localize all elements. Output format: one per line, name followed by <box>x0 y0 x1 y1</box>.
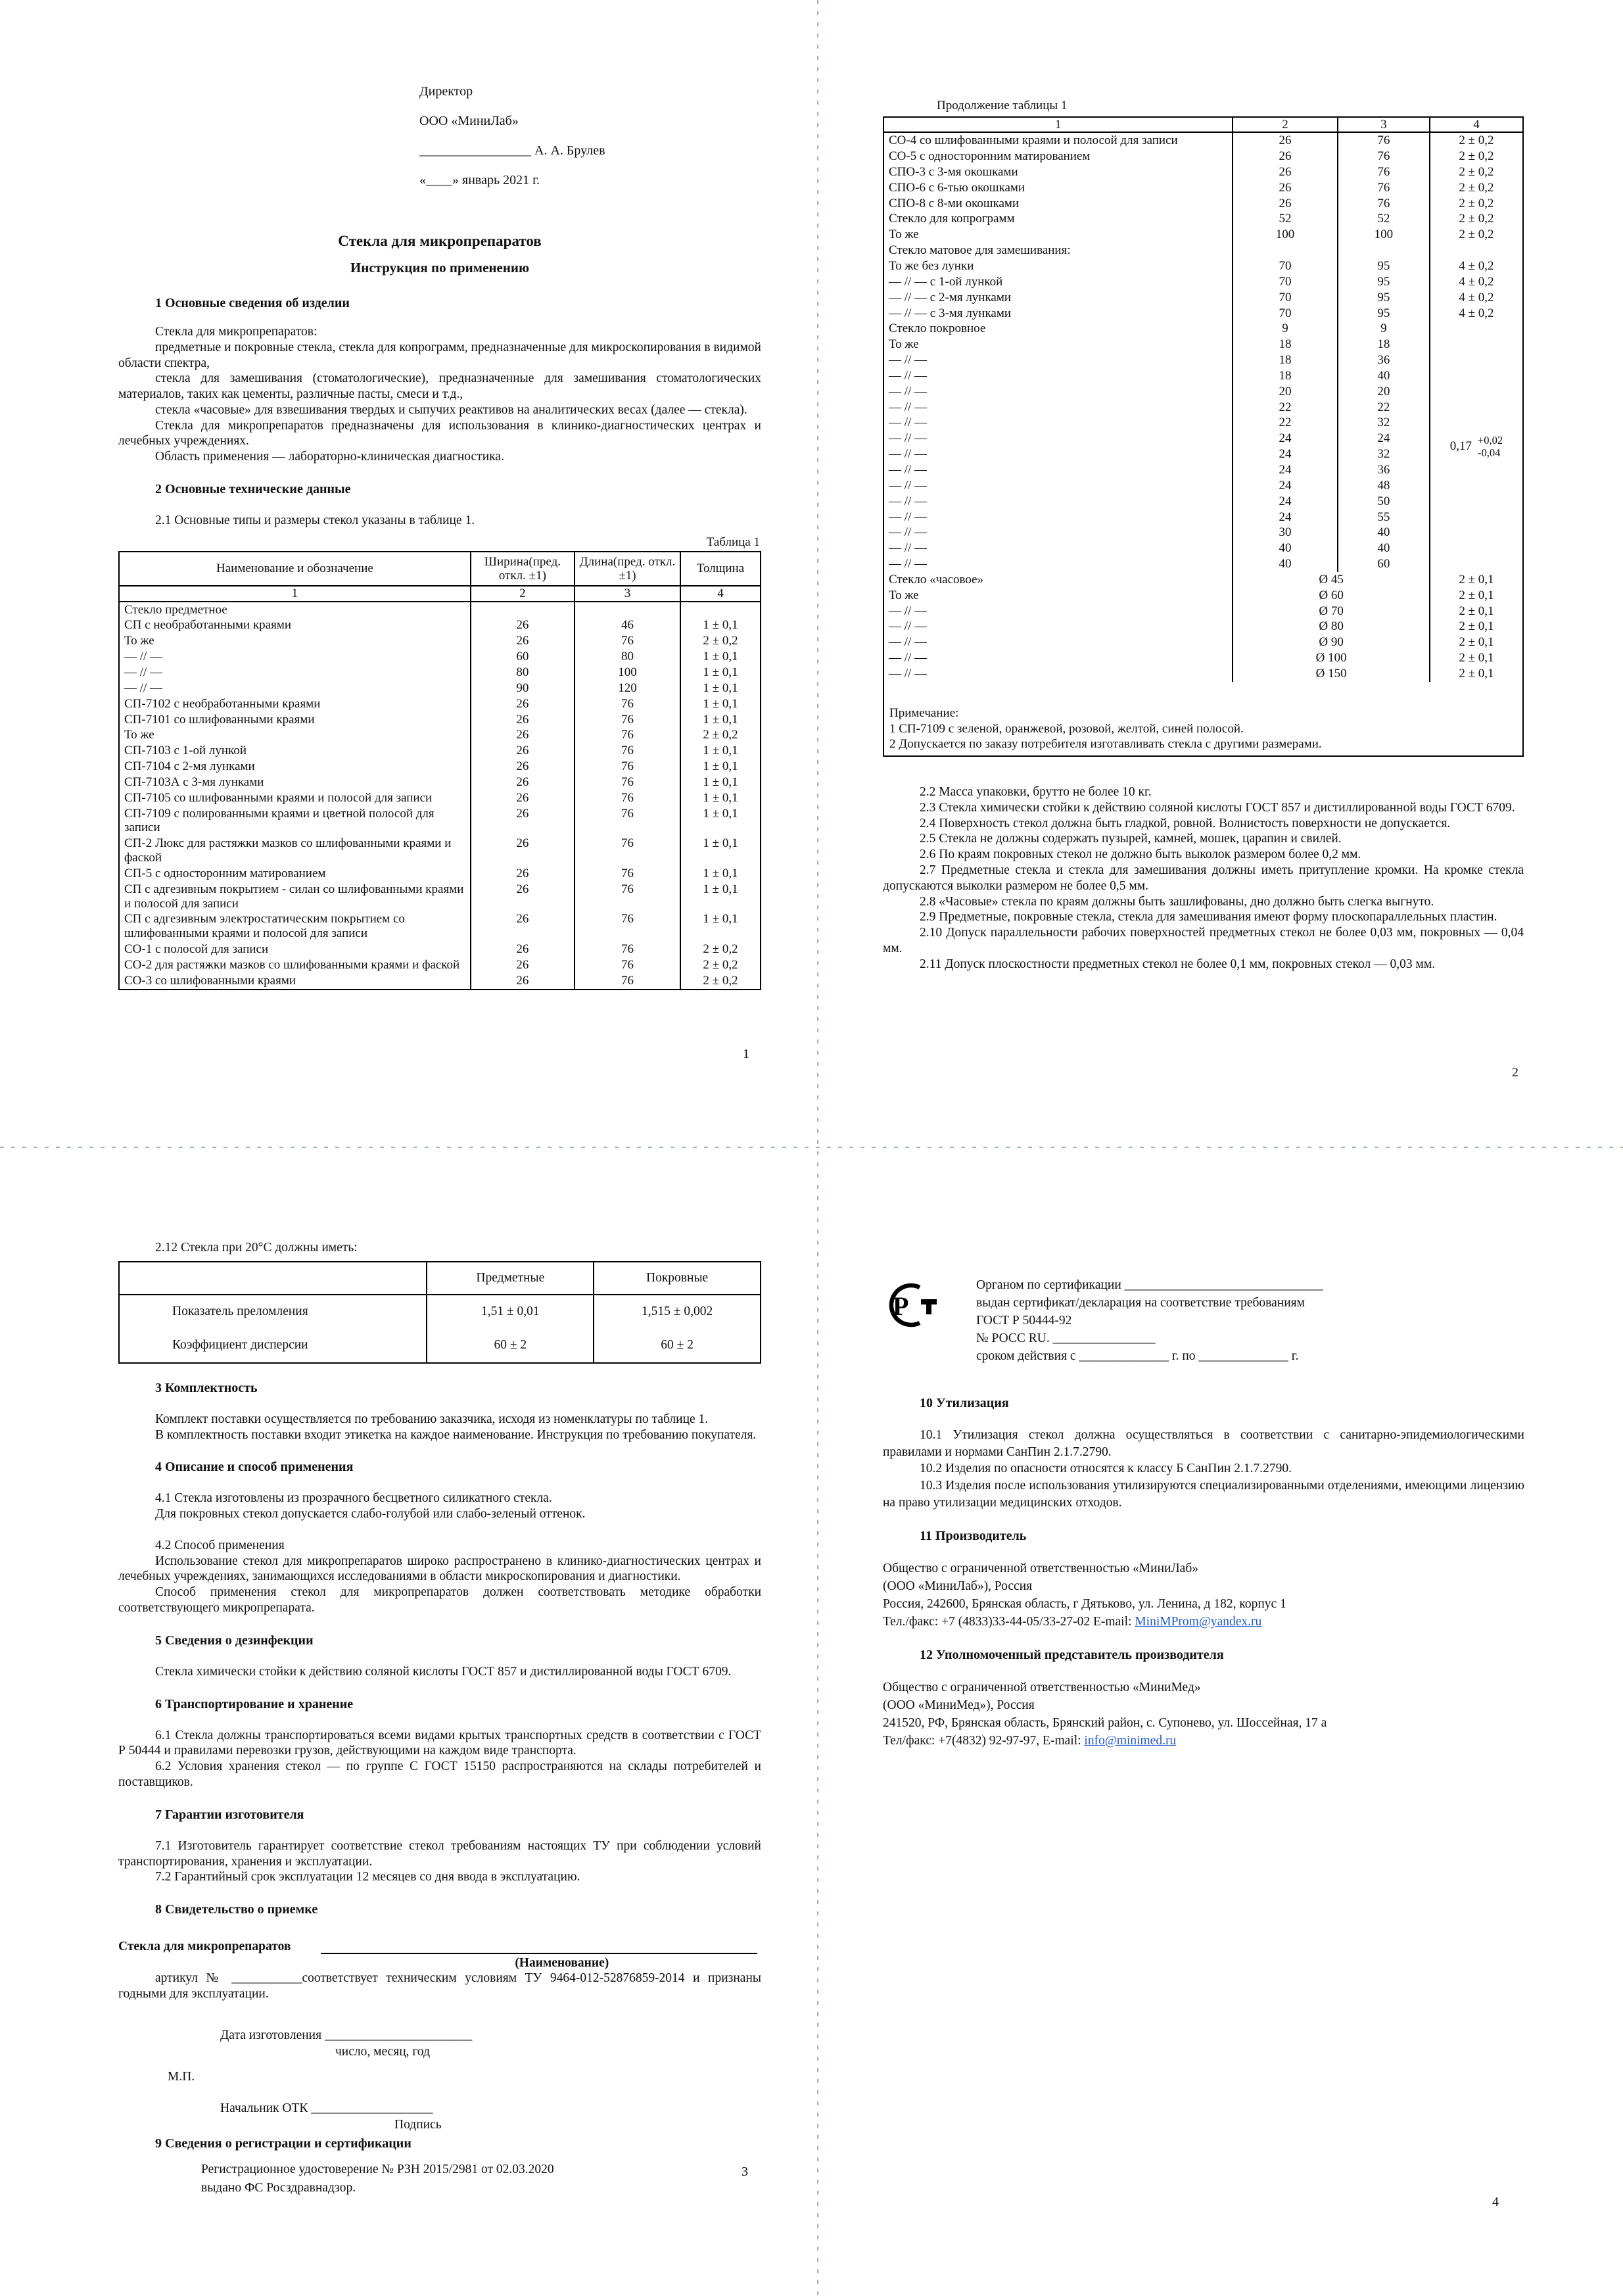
paragraph: предметные и покровные стекла, стекла для копрограмм, предназначенные для микроскопирования в видимой области спектра, <box>118 340 761 370</box>
section-7-heading: 7 Гарантии изготовителя <box>155 1807 304 1822</box>
table-row: — // — Ø 90 2 ± 0,1 <box>883 634 1523 650</box>
table-row: СП-7105 со шлифованными краями и полосой для записи 26 76 1 ± 0,1 <box>119 790 761 806</box>
paragraph: 2.7 Предметные стекла и стекла для замешивания должны иметь притупление кромки. На кромке стекла допускаются выколки размером не более 0,5 мм. <box>883 863 1524 893</box>
document-subtitle: Инструкция по применению <box>350 260 530 275</box>
table-row: — // — 22 32 <box>883 415 1523 431</box>
producer-line: Общество с ограниченной ответственностью «МиниЛаб» <box>883 1561 1198 1575</box>
paragraph: 10.3 Изделия после использования утилизируются специализированными отделениями, имеющими лицензию на право утилизации медицинских отходов. <box>883 1479 1524 1510</box>
table-row: — // — 24 55 <box>883 510 1523 525</box>
table-row: — // — 22 22 <box>883 400 1523 416</box>
table-row: — // — 30 40 <box>883 525 1523 540</box>
manufacture-date-line: Дата изготовления _______________________ <box>220 2028 473 2042</box>
section-3-text <box>118 1412 761 1443</box>
paragraph: 7.2 Гарантийный срок эксплуатации 12 месяцев со дня ввода в эксплуатацию. <box>155 1870 580 1884</box>
signature-line: _________________ А. А. Брулев <box>419 143 605 158</box>
table-row: — // — 20 20 <box>883 384 1523 400</box>
table-row: СПО-3 с 3-мя окошками 26 76 2 ± 0,2 <box>883 164 1523 180</box>
page-number: 4 <box>1492 2195 1499 2209</box>
table-row: — // — с 1-ой лункой 70 95 4 ± 0,2 <box>883 274 1523 290</box>
producer-email-link[interactable]: MiniMProm@yandex.ru <box>1135 1614 1262 1629</box>
cut-mark-horizontal <box>0 1147 1623 1148</box>
paragraph: стекла «часовые» для взвешивания твердых и сыпучих реактивов на аналитических весах (далее — стекла). <box>155 402 747 417</box>
representative-contact-line: Тел/факс: +7(4832) 92-97-97, E-mail: info@minimed.ru <box>883 1733 1177 1748</box>
section-7-text <box>118 1838 761 1885</box>
paragraph: 2.8 «Часовые» стекла по краям должны быть зашлифованы, дно должно быть слегка выгнуто. <box>920 894 1434 909</box>
table-row: — // — 18 40 <box>883 368 1523 384</box>
paragraph: 2.11 Допуск плоскостности предметных стекол не более 0,1 мм, покровных стекол — 0,03 мм. <box>920 957 1436 971</box>
paragraph: 10.1 Утилизация стекол должна осуществляться в соответствии с санитарно-эпидемиологическими правилами и нормами СанПин 2.1.7.2790. <box>883 1428 1524 1459</box>
paragraph: 2.6 По краям покровных стекол не должно быть выколок размером более 0,2 мм. <box>920 848 1361 862</box>
clause-2-1: 2.1 Основные типы и размеры стекол указаны в таблице 1. <box>155 514 475 528</box>
paragraph: 2.3 Стекла химически стойки к действию соляной кислоты ГОСТ 857 и дистиллированной воды ГОСТ 6709. <box>920 800 1515 815</box>
certification-block <box>883 1279 1524 1379</box>
table-row: СП-5 с односторонним матированием 26 76 1 ± 0,1 <box>119 866 761 882</box>
paragraph: ГОСТ Р 50444-92 <box>976 1314 1072 1327</box>
section-12-heading: 12 Уполномоченный представитель производителя <box>920 1647 1224 1662</box>
table-row: Стекло покровное 9 9 0,17 +0,02 -0,04 <box>883 321 1523 337</box>
table-header-row: Наименование и обозначение Ширина(пред. откл. ±1) Длина(пред. откл. ±1) Толщина <box>119 552 761 586</box>
refraction-table <box>118 1261 761 1364</box>
table-row: СПО-6 с 6-тью окошками 26 76 2 ± 0,2 <box>883 180 1523 196</box>
table-row: — // — 24 50 <box>883 494 1523 510</box>
svg-text:Р: Р <box>893 1291 909 1321</box>
registration-info <box>201 2161 761 2198</box>
representative-line: 241520, РФ, Брянская область, Брянский район, с. Супонево, ул. Шоссейная, 17 а <box>883 1715 1327 1730</box>
name-underline <box>321 1938 757 1954</box>
paragraph: 2.2 Масса упаковки, брутто не более 10 кг. <box>920 785 1152 800</box>
paragraph: 7.1 Изготовитель гарантирует соответствие стекол требованиям настоящих ТУ при соблюдении условий транспортирования, хранения и эксплуатации. <box>118 1838 761 1869</box>
table-row: СО-5 с односторонним матированием 26 76 2 ± 0,2 <box>883 149 1523 164</box>
table-row: — // — 24 48 <box>883 478 1523 494</box>
table-row: СП с адгезивным электростатическим покрытием со шлифованными краями и полосой для записи 26 76 1 ± 0,1 <box>119 911 761 942</box>
approval-date-line: «____» январь 2021 г. <box>419 173 540 187</box>
director-title: Директор <box>419 84 473 99</box>
table-row: То же 100 100 2 ± 0,2 <box>883 227 1523 243</box>
paragraph: Область применения — лабораторно-клиническая диагностика. <box>155 450 504 464</box>
table-row: СП-7102 с необработанными краями 26 76 1 ± 0,1 <box>119 696 761 712</box>
document-title: Стекла для микропрепаратов <box>338 233 542 249</box>
table-row: СП-7103А с 3-мя лунками 26 76 1 ± 0,1 <box>119 775 761 790</box>
product-name-label: Стекла для микропрепаратов <box>118 1940 291 1954</box>
column-number-row: 1 2 3 4 <box>119 586 761 601</box>
table-row: СП-7103 с 1-ой лункой 26 76 1 ± 0,1 <box>119 743 761 759</box>
table-row: — // — с 3-мя лунками 70 95 4 ± 0,2 <box>883 306 1523 322</box>
table-row: — // — 24 36 <box>883 462 1523 478</box>
section-9-heading: 9 Сведения о регистрации и сертификации <box>155 2136 412 2151</box>
section-10-text <box>883 1427 1524 1512</box>
column-number-row: 1 2 3 4 <box>883 117 1523 132</box>
table-row: СП с необработанными краями 26 46 1 ± 0,1 <box>119 617 761 633</box>
paragraph: Стекла для микропрепаратов: <box>155 325 318 339</box>
section-5-heading: 5 Сведения о дезинфекции <box>155 1633 314 1648</box>
page-4 <box>883 1279 1524 1750</box>
table-1-continued-caption: Продолжение таблицы 1 <box>937 99 1068 112</box>
table-row: — // — Ø 150 2 ± 0,1 <box>883 666 1523 682</box>
table-1 <box>118 551 761 990</box>
section-2-text <box>883 784 1524 972</box>
paragraph: сроком действия с ______________ г. по ______________ г. <box>976 1349 1299 1363</box>
section-4-heading: 4 Описание и способ применения <box>155 1460 354 1475</box>
paragraph: Использование стекол для микропрепаратов широко распространено в клинико-диагностических центрах и лечебных учреждениях, занимающихся исследованиями в области микроскопирования и диагностики. <box>118 1554 761 1584</box>
paragraph: Комплект поставки осуществляется по требованию заказчика, исходя из номенклатуры по таблице 1. <box>155 1412 709 1426</box>
name-caption: (Наименование) <box>515 1956 609 1971</box>
table-row: — // — 90 120 1 ± 0,1 <box>119 681 761 696</box>
table-row: — // — 24 32 <box>883 446 1523 462</box>
producer-contact-line: Тел./факс: +7 (4833)33-44-05/33-27-02 E-mail: MiniMProm@yandex.ru <box>883 1614 1262 1629</box>
registration-issuer-line: выдано ФС Росздравнадзор. <box>201 2180 356 2195</box>
paragraph: выдан сертификат/декларация на соответствие требованиям <box>976 1296 1305 1310</box>
paragraph: Стекла для микропрепаратов предназначены для использования в клинико-диагностических центрах и лечебных учреждениях. <box>118 418 761 448</box>
producer-line: Россия, 242600, Брянская область, г Дятьково, ул. Ленина, д 182, корпус 1 <box>883 1596 1286 1611</box>
table-row: — // — 40 40 <box>883 540 1523 556</box>
table-row: СО-2 для растяжки мазков со шлифованными краями и фаской 26 76 2 ± 0,2 <box>119 957 761 973</box>
paragraph: 2.10 Допуск параллельности рабочих поверхностей предметных стекол не более 0,03 мм, покровных — 0,04 мм. <box>883 926 1524 955</box>
paragraph: 4.2 Способ применения <box>155 1538 285 1552</box>
section-6-text <box>118 1728 761 1790</box>
table-row: Стекло «часовое» Ø 45 2 ± 0,1 <box>883 572 1523 588</box>
paragraph: № РОСС RU. ________________ <box>976 1331 1156 1345</box>
section-11-heading: 11 Производитель <box>920 1528 1027 1543</box>
table-row: СО-4 со шлифованными краями и полосой для записи 26 76 2 ± 0,2 <box>883 132 1523 149</box>
table-1-continued <box>883 116 1524 757</box>
certification-lines <box>976 1279 1524 1363</box>
approval-signature-block <box>419 83 761 189</box>
stamp-placeholder: М.П. <box>168 2069 195 2084</box>
section-1-text <box>118 324 761 465</box>
table-row: СП-7104 с 2-мя лунками 26 76 1 ± 0,1 <box>119 759 761 775</box>
section-4b-text <box>118 1538 761 1616</box>
page-1 <box>118 83 761 990</box>
table-1-caption: Таблица 1 <box>706 535 760 549</box>
paragraph: В комплектность поставки входит этикетка на каждое наименование. Инструкция по требованию покупателя. <box>155 1427 757 1442</box>
rst-certification-mark-icon <box>884 1280 941 1331</box>
table-row: То же 26 76 2 ± 0,2 <box>119 633 761 649</box>
table-row: То же 26 76 2 ± 0,2 <box>119 727 761 743</box>
acceptance-name-line <box>118 1938 761 1954</box>
section-10-heading: 10 Утилизация <box>920 1396 1009 1410</box>
paragraph: 2.9 Предметные, покровные стекла, стекла для замешивания имеют форму плоскопараллельных пластин. <box>920 910 1497 924</box>
otk-chief-line: Начальник ОТК ___________________ <box>220 2101 433 2115</box>
representative-block <box>883 1679 1524 1750</box>
table-row: Стекло для копрограмм 52 52 2 ± 0,2 <box>883 211 1523 227</box>
table-row: СО-3 со шлифованными краями 26 76 2 ± 0,2 <box>119 973 761 990</box>
table-row: СП-7109 с полированными краями и цветной полосой для записи 26 76 1 ± 0,1 <box>119 806 761 836</box>
table-header-row: Предметные Покровные <box>119 1262 761 1295</box>
producer-block <box>883 1560 1524 1631</box>
section-5-text <box>118 1664 761 1680</box>
section-2-heading: 2 Основные технические данные <box>155 482 351 497</box>
table-row: — // — Ø 100 2 ± 0,1 <box>883 650 1523 666</box>
table-row: Коэффициент дисперсии 60 ± 2 60 ± 2 <box>119 1329 761 1363</box>
table-row: СП-7101 со шлифованными краями 26 76 1 ± 0,1 <box>119 712 761 728</box>
paragraph: 2.4 Поверхность стекол должна быть гладкой, ровной. Волнистость поверхности не допускается. <box>920 816 1451 830</box>
clause-2-12: 2.12 Стекла при 20°С должны иметь: <box>155 1241 358 1255</box>
table-row: Показатель преломления 1,51 ± 0,01 1,515 ± 0,002 <box>119 1295 761 1329</box>
table-row: СПО-8 с 8-ми окошками 26 76 2 ± 0,2 <box>883 196 1523 212</box>
paragraph: Органом по сертификации _______________________________ <box>976 1278 1323 1292</box>
representative-email-link[interactable]: info@minimed.ru <box>1084 1733 1177 1748</box>
table-row: СП-2 Люкс для растяжки мазков со шлифованными краями и фаской 26 76 1 ± 0,1 <box>119 836 761 866</box>
table-row: — // — 80 100 1 ± 0,1 <box>119 665 761 681</box>
artikul-line: артикул № ___________соответствует техническим условиям ТУ 9464-012-52876859-2014 и признаны годными для эксплуатации. <box>118 1971 761 2001</box>
paragraph: 10.2 Изделия по опасности относятся к классу Б СанПин 2.1.7.2790. <box>920 1462 1292 1476</box>
page-3 <box>118 1240 761 2197</box>
date-caption: число, месяц, год <box>335 2044 431 2059</box>
page-2 <box>883 99 1524 972</box>
table-row: СП с адгезивным покрытием - силан со шлифованными краями и полосой для записи 26 76 1 ± 0,1 <box>119 882 761 912</box>
paragraph: 2.5 Стекла не должны содержать пузырей, камней, мошек, царапин и свилей. <box>920 832 1342 846</box>
paragraph: 6.2 Условия хранения стекол — по группе С ГОСТ 15150 распространяются на склады потребителей и поставщиков. <box>118 1759 761 1789</box>
representative-line: (ООО «МиниМед»), Россия <box>883 1698 1035 1712</box>
table-row: То же 18 18 <box>883 337 1523 352</box>
table-row: — // — с 2-мя лунками 70 95 4 ± 0,2 <box>883 290 1523 306</box>
registration-certificate-line: Регистрационное удостоверение № РЗН 2015/2981 от 02.03.2020 <box>201 2162 554 2176</box>
producer-line: (ООО «МиниЛаб»), Россия <box>883 1579 1033 1593</box>
table-row: То же Ø 60 2 ± 0,1 <box>883 588 1523 604</box>
table-row: — // — Ø 80 2 ± 0,1 <box>883 619 1523 634</box>
representative-line: Общество с ограниченной ответственностью «МиниМед» <box>883 1680 1201 1694</box>
table-row: Примечание: 1 СП-7109 с зеленой, оранжевой, розовой, желтой, синей полосой. 2 Допускается по заказу потребителя изготавливать стекла с другими размерами. <box>889 706 1322 752</box>
table-row: — // — Ø 70 2 ± 0,1 <box>883 604 1523 619</box>
table-row: Стекло матовое для замешивания: <box>883 243 1523 258</box>
page-number: 3 <box>741 2164 748 2179</box>
paragraph: 6.1 Стекла должны транспортироваться всеми видами крытых транспортных средств в соответствии с ГОСТ Р 50444 и правилами перевозки грузов, действующими на каждом виде транспорта. <box>118 1728 761 1758</box>
table-row: Стекло предметное <box>119 602 761 618</box>
table-row: — // — 40 60 <box>883 556 1523 572</box>
section-8-heading: 8 Свидетельство о приемке <box>155 1902 318 1917</box>
paragraph: 4.1 Стекла изготовлены из прозрачного бесцветного силикатного стекла. <box>155 1491 552 1506</box>
signature-caption: Подпись <box>394 2117 442 2132</box>
cut-mark-vertical <box>817 0 818 2296</box>
table-row: То же без лунки 70 95 4 ± 0,2 <box>883 258 1523 274</box>
section-4a-text <box>118 1491 761 1522</box>
paragraph: стекла для замешивания (стоматологические), предназначенные для замешивания стоматологических материалов, таких как цементы, различные пасты, смеси и т.д., <box>118 371 761 402</box>
table-row: СО-1 с полосой для записи 26 76 2 ± 0,2 <box>119 942 761 957</box>
page-number: 2 <box>1512 1065 1518 1080</box>
table-row: — // — 18 36 <box>883 352 1523 368</box>
paragraph: Способ применения стекол для микропрепаратов должен соответствовать методике обработки соответствующего микропрепарата. <box>118 1585 761 1615</box>
section-3-heading: 3 Комплектность <box>155 1380 258 1395</box>
page-number: 1 <box>743 1047 749 1061</box>
section-1-heading: 1 Основные сведения об изделии <box>155 296 350 310</box>
paragraph: Для покровных стекол допускается слабо-голубой или слабо-зеленый оттенок. <box>155 1507 586 1521</box>
paragraph: Стекла химически стойки к действию соляной кислоты ГОСТ 857 и дистиллированной воды ГОСТ 6709. <box>155 1664 732 1679</box>
table-row: — // — 60 80 1 ± 0,1 <box>119 649 761 665</box>
table-row: — // — 24 24 <box>883 431 1523 446</box>
section-6-heading: 6 Транспортирование и хранение <box>155 1696 354 1711</box>
company-name: ООО «МиниЛаб» <box>419 114 519 128</box>
